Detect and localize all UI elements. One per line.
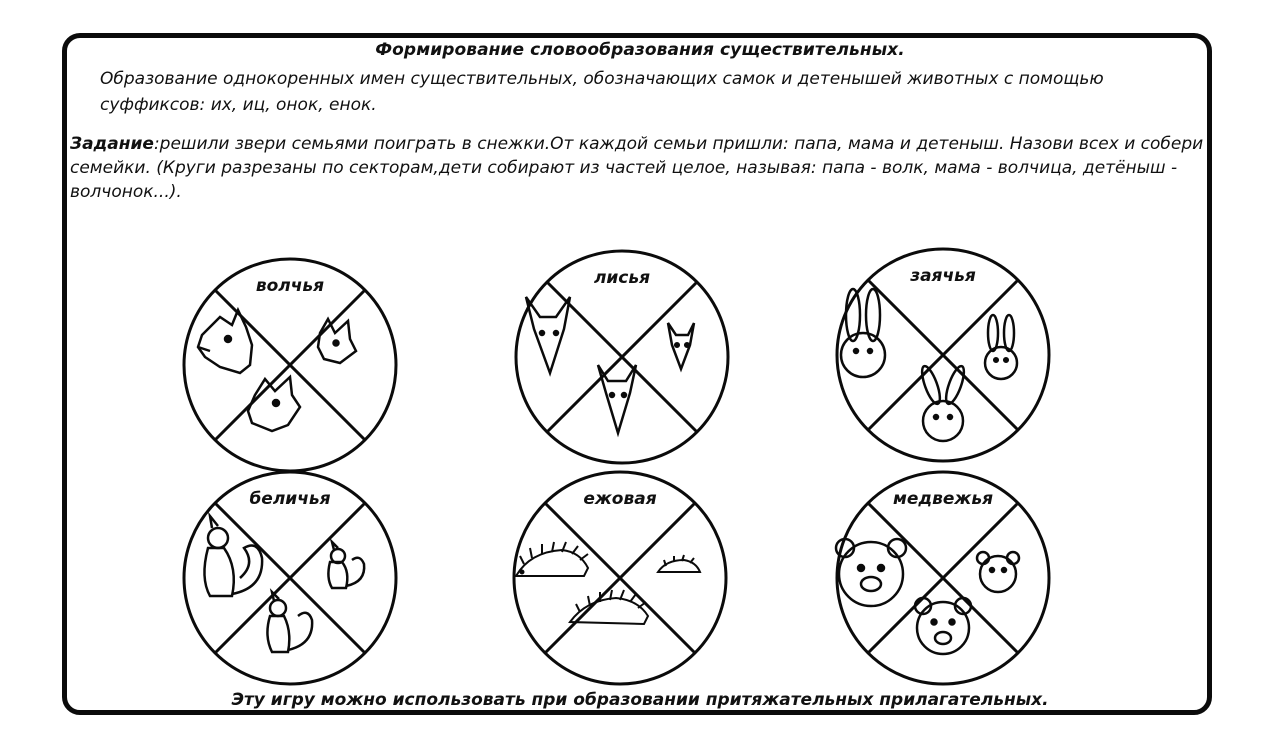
footer-note: Эту игру можно использовать при образовании притяжательных прилагательных.	[231, 690, 1049, 710]
task-text	[70, 132, 1210, 204]
hedgehog-icon	[516, 542, 700, 624]
disc-bear-family[interactable]	[833, 468, 1053, 688]
disc-squirrel-family[interactable]	[180, 468, 400, 688]
task-label: Задание	[70, 134, 154, 154]
wolf-icon	[198, 310, 356, 431]
disc-wolf-family[interactable]	[180, 255, 400, 475]
task-body: :решили звери семьями поиграть в снежки.От каждой семьи пришли: папа, мама и детеныш. Назови всех и собери семейки. (Круги разрезаны по секторам,дети собирают из частей целое, называя: папа - волк, мама - волчица, детёныш - волчонок...).	[70, 134, 1204, 202]
family-label-bear: медвежья	[892, 489, 994, 509]
bear-icon	[836, 539, 1019, 654]
family-label-hedgehog: ежовая	[583, 489, 657, 509]
disc-hare-family[interactable]	[833, 245, 1053, 465]
disc-fox-family[interactable]	[512, 247, 732, 467]
hare-icon	[841, 289, 1017, 441]
fox-icon	[526, 297, 694, 433]
family-label-squirrel: беличья	[249, 489, 331, 509]
family-label-fox: лисья	[593, 268, 651, 288]
page-title: Формирование словообразования существительных.	[375, 40, 905, 60]
family-label-hare: заячья	[910, 266, 976, 286]
disc-hedgehog-family[interactable]	[510, 468, 730, 688]
intro-text: Образование однокоренных имен существительных, обозначающих самок и детенышей животных с помощью суффиксов: их, иц, онок, енок.	[100, 69, 1104, 115]
family-label-wolf: волчья	[255, 276, 325, 296]
